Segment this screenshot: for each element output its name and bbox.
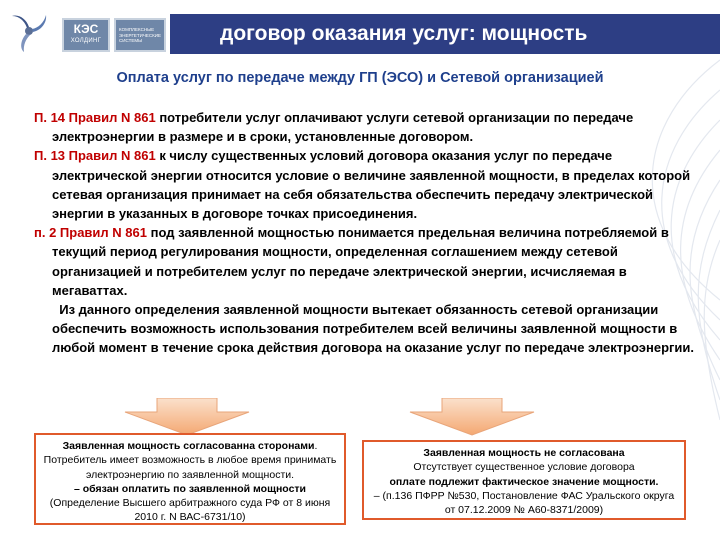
right-down-arrow-icon [408,398,536,436]
not-agreed-capacity-box [362,440,686,520]
page-title: договор оказания услуг: мощность [220,22,588,45]
paragraph-item [34,108,694,146]
not-agreed-box-line: оплате подлежит фактическое значение мощности. [389,475,659,488]
logo [0,0,170,60]
kes-logo-label [62,18,110,52]
kes-logo-icon [8,10,50,52]
rule-reference: П. 14 Правил N 861 [34,110,156,125]
rule-reference: п. 2 Правил N 861 [34,225,147,241]
page-subtitle: Оплата услуг по передаче между ГП (ЭСО) и Сетевой организацией [116,70,604,86]
agreed-box-line: Потребитель имеет возможность в любое время принимать электроэнергию по заявленной мощности. [43,454,337,481]
logo-main-text: КЭС [73,22,99,36]
paragraph-item [34,146,694,223]
not-agreed-box-line: Отсутствует существенное условие договора [413,461,635,474]
paragraph-text: к числу существенных условий договора оказания услуг по передаче электрической энергии относится условие о величине заявленной мощности, в пределах которой сетевая организация принимает на себя обязательства обеспечить передачу электрической энергии в указанных в договоре точках присоединения. [52,148,691,222]
logo-secondary-text: КОМПЛЕКСНЫЕ ЭНЕРГЕТИЧЕСКИЕ СИСТЕМЫ [114,18,166,52]
paragraph-text: под заявленной мощностью понимается предельная величина потребляемой в текущий период регулирования мощности, определенная соглашением между сетевой организацией и потребителем услуг по передаче электрической энергии, исчисляемая в мегаваттах. [52,225,669,298]
left-down-arrow-icon [123,398,251,436]
agreed-box-title: Заявленная мощность согласованна сторонами. [62,440,318,452]
paragraph-item [34,223,694,300]
agreed-box-line: (Определение Высшего арбитражного суда РФ от 8 июня 2010 г. N ВАС-6731/10) [49,497,331,524]
paragraph-text: потребители услуг оплачивают услуги сетевой организации по передаче электроэнергии в размере и в сроки, установленные договором. [52,110,634,145]
body-text [34,108,694,358]
conclusion-text: Из данного определения заявленной мощности вытекает обязанность сетевой организации обеспечить возможность использования потребителем всей величины заявленной мощности в любой момент в течение срока действия договора на оказание услуг по передаче электроэнергии. [52,302,695,356]
rule-reference: П. 13 Правил N 861 [34,148,156,164]
not-agreed-box-title: Заявленная мощность не согласована [423,447,625,459]
logo-main-subtext: ХОЛДИНГ [70,38,102,44]
agreed-capacity-box [34,433,346,525]
agreed-box-line: – обязан оплатить по заявленной мощности [73,482,307,495]
not-agreed-box-line: – (п.136 ПФРР №530, Постановление ФАС Уральского округа от 07.12.2009 № А60-8371/2009) [373,489,675,517]
header [0,0,720,60]
conclusion-paragraph [52,300,694,358]
